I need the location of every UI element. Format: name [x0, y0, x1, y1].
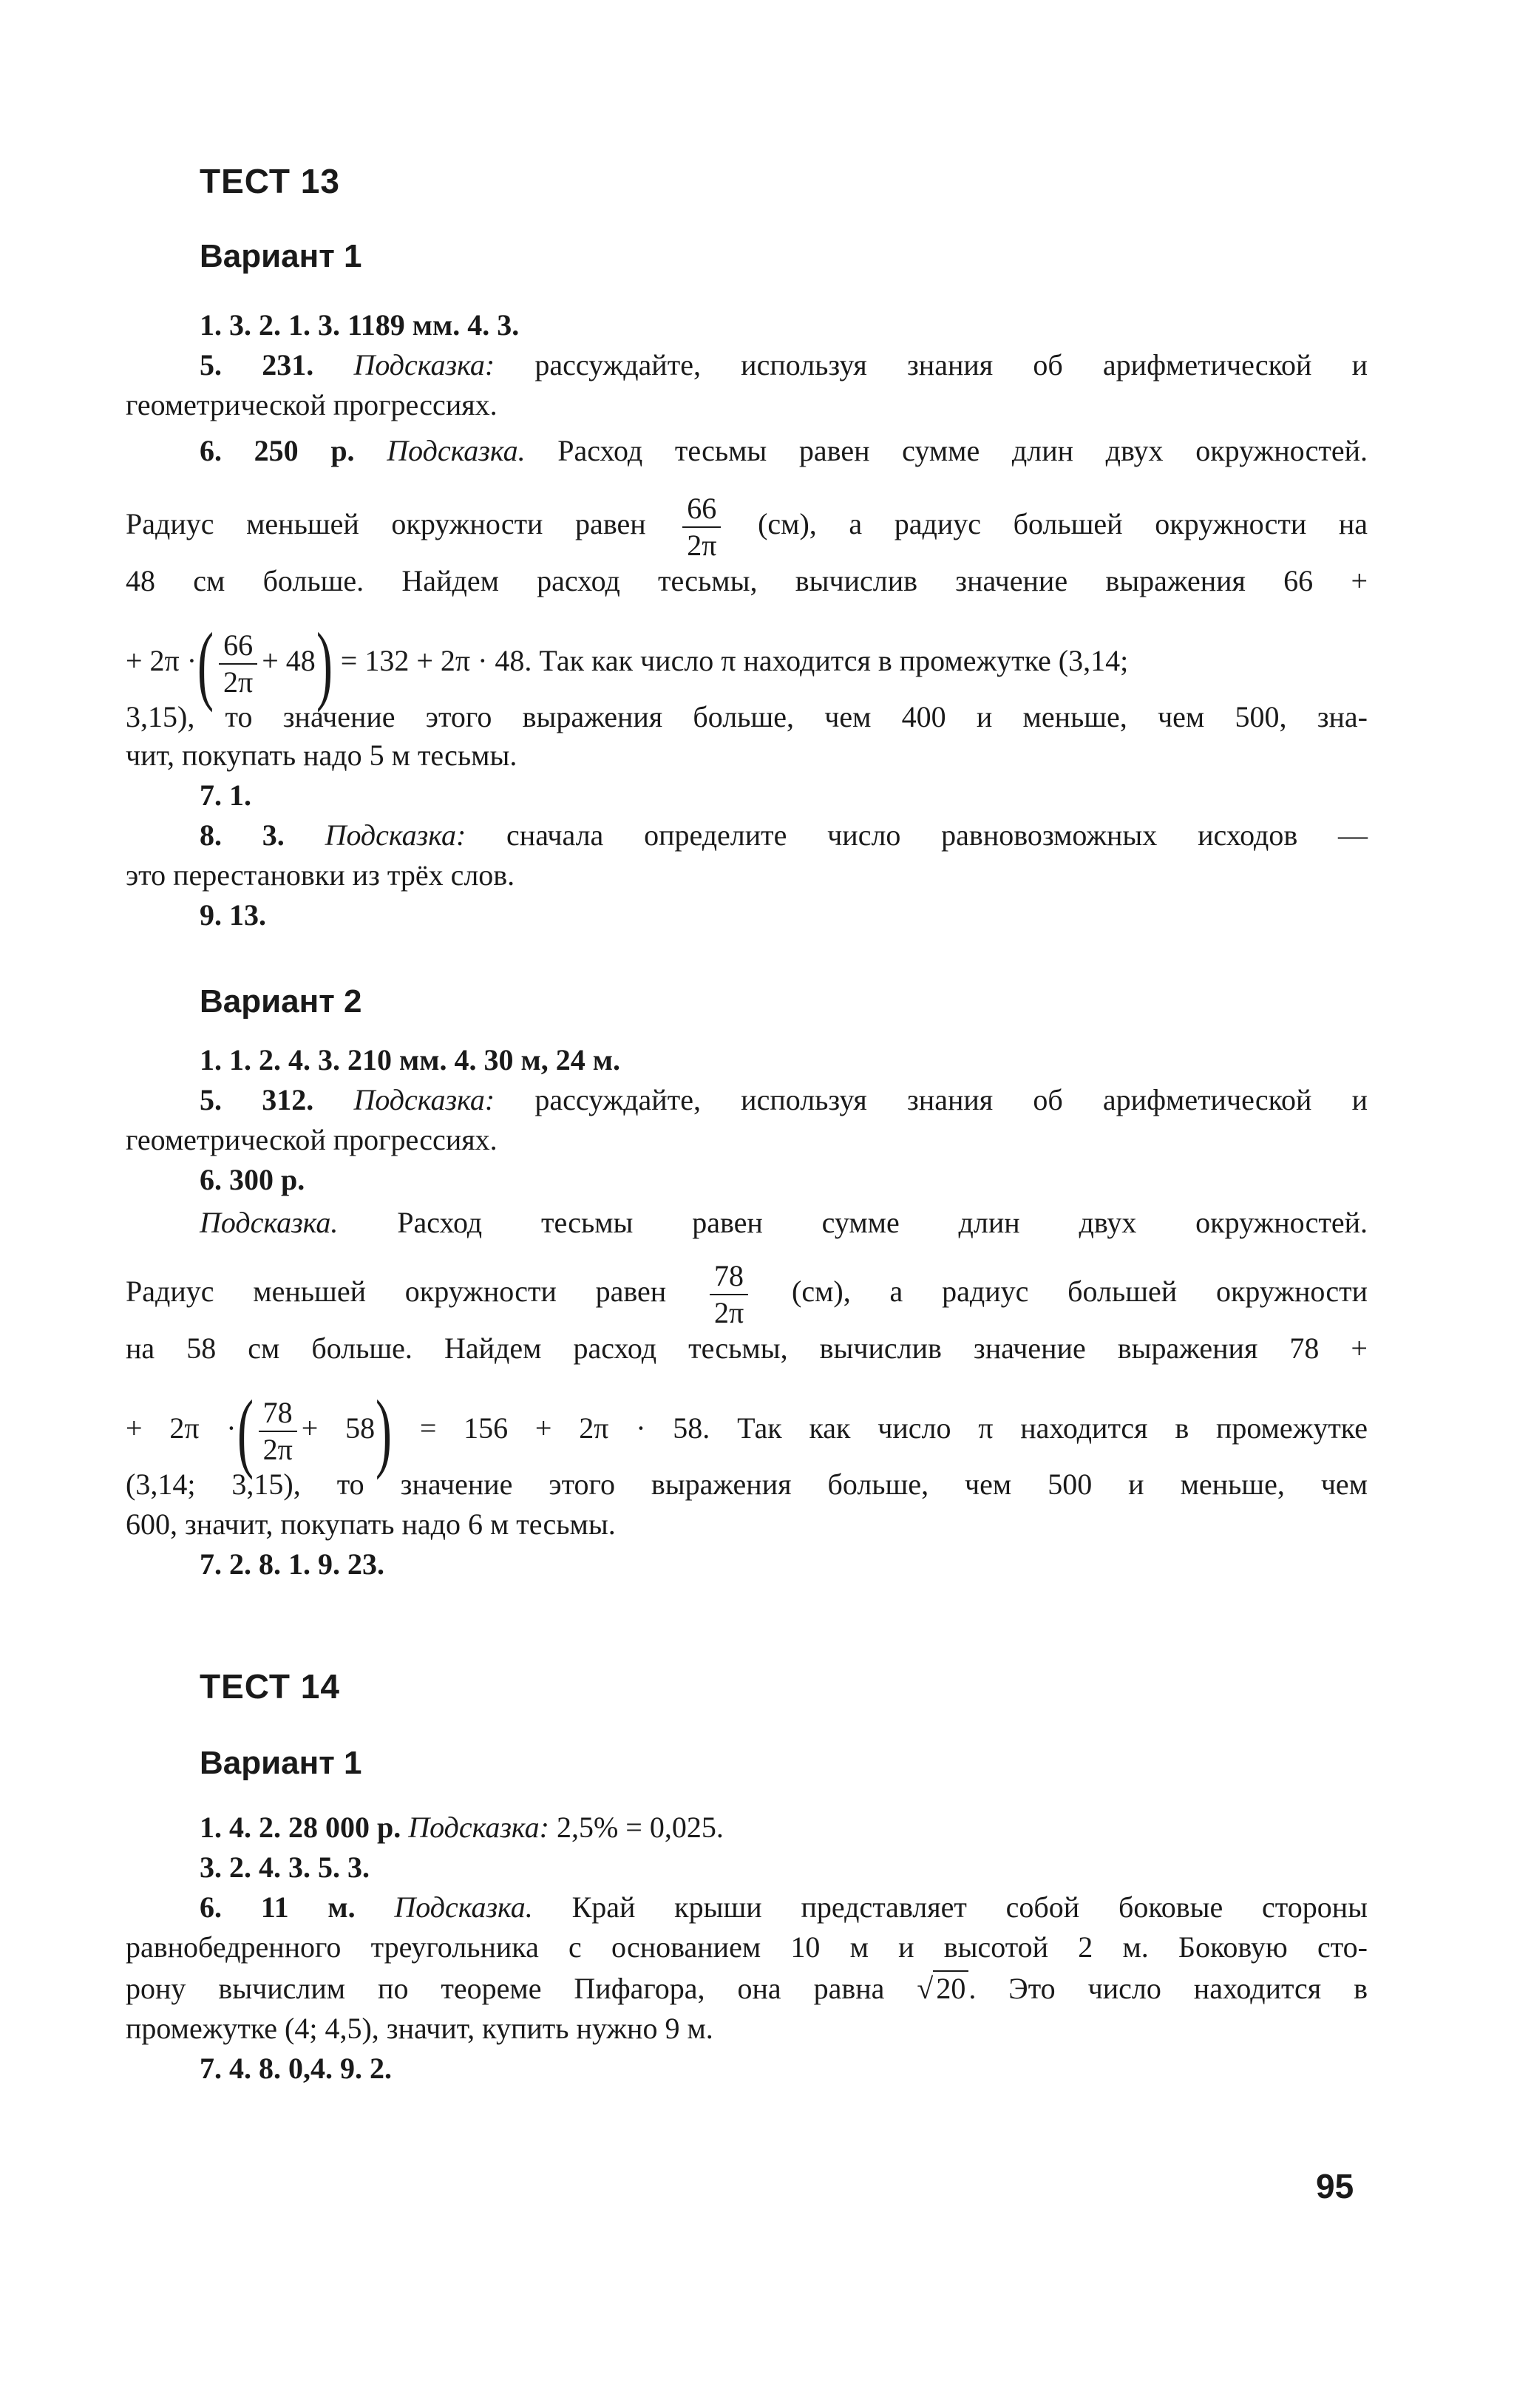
fraction: $\frac{78}{2\pi}$	[259, 1398, 297, 1465]
answer-line: 600, значит, покупать надо 6 м тесьмы.	[126, 1507, 616, 1541]
answer-line: 8. 3. Подсказка: сначала определите число равновозможных исходов —	[200, 818, 1368, 852]
answer-line: 1. 1. 2. 4. 3. 210 мм. 4. 30 м, 24 м.	[200, 1043, 620, 1076]
answer-line: это перестановки из трёх слов.	[126, 858, 515, 892]
test-13-variant-2-heading: Вариант 2	[200, 983, 362, 1020]
answer-line-expression: + 2π ·( $\frac{66}{2\pi}$ + 48) = 132 + 2π · 48. Так как число π находится в промежутке (3,14;	[126, 614, 1129, 713]
square-root: √ 20	[917, 1970, 968, 2008]
answer-line: 3,15), то значение этого выражения больше, чем 400 и меньше, чем 500, зна-	[126, 700, 1368, 733]
test-14-heading: ТЕСТ 14	[200, 1667, 340, 1706]
answer-line: 48 см больше. Найдем расход тесьмы, вычислив значение выражения 66 +	[126, 564, 1368, 597]
answer-line: 5. 312. Подсказка: рассуждайте, используя знания об арифметической и	[200, 1083, 1368, 1116]
test-14-variant-1-heading: Вариант 1	[200, 1745, 362, 1781]
page-number: 95	[1316, 2167, 1354, 2205]
fraction: $\frac{66}{2\pi}$	[682, 494, 721, 560]
answer-line: 1. 3. 2. 1. 3. 1189 мм. 4. 3.	[200, 308, 520, 342]
fraction: $\frac{66}{2\pi}$	[219, 631, 257, 697]
answer-line: 9. 13.	[200, 898, 266, 932]
answer-line: 7. 2. 8. 1. 9. 23.	[200, 1547, 384, 1581]
answer-line-fraction: Радиус меньшей окружности равен $\frac{66}{2\pi}$ (см), а радиус большей окружности на	[126, 492, 1368, 562]
answer-line: 1. 4. 2. 28 000 р. Подсказка: 2,5% = 0,025.	[200, 1811, 724, 1844]
answer-line-fraction: Радиус меньшей окружности равен $\frac{78}{2\pi}$ (см), а радиус большей окружности	[126, 1259, 1368, 1329]
answer-line: 7. 1.	[200, 779, 251, 812]
answer-line: 7. 4. 8. 0,4. 9. 2.	[200, 2052, 392, 2085]
answer-line: 6. 300 р.	[200, 1163, 305, 1196]
answer-line: чит, покупать надо 5 м тесьмы.	[126, 739, 517, 772]
answer-line: равнобедренного треугольника с основанием 10 м и высотой 2 м. Боковую сто-	[126, 1930, 1368, 1964]
test-13-heading: ТЕСТ 13	[200, 162, 340, 200]
answer-line: на 58 см больше. Найдем расход тесьмы, вычислив значение выражения 78 +	[126, 1332, 1368, 1365]
answer-line-root: рону вычислим по теореме Пифагора, она равна √ 20 . Это число находится в	[126, 1970, 1368, 2008]
answer-line: 6. 11 м. Подсказка. Край крыши представляет собой боковые стороны	[200, 1890, 1368, 1924]
answer-line: 5. 231. Подсказка: рассуждайте, используя знания об арифметической и	[200, 348, 1368, 381]
answer-line: промежутке (4; 4,5), значит, купить нужно 9 м.	[126, 2012, 713, 2045]
fraction: $\frac{78}{2\pi}$	[710, 1261, 748, 1328]
test-13-variant-1-heading: Вариант 1	[200, 238, 362, 274]
answer-line: 3. 2. 4. 3. 5. 3.	[200, 1851, 370, 1884]
answer-line: 6. 250 р. Подсказка. Расход тесьмы равен сумме длин двух окружностей.	[200, 434, 1368, 467]
answer-line: (3,14; 3,15), то значение этого выражения больше, чем 500 и меньше, чем	[126, 1468, 1368, 1501]
answer-line: геометрической прогрессиях.	[126, 388, 498, 421]
answer-line: геометрической прогрессиях.	[126, 1123, 498, 1156]
answer-line-expression: + 2π ·( $\frac{78}{2\pi}$ + 58) = 156 + 2π · 58. Так как число π находится в промежутке	[126, 1382, 1368, 1480]
answer-line: Подсказка. Расход тесьмы равен сумме длин двух окружностей.	[200, 1206, 1368, 1239]
